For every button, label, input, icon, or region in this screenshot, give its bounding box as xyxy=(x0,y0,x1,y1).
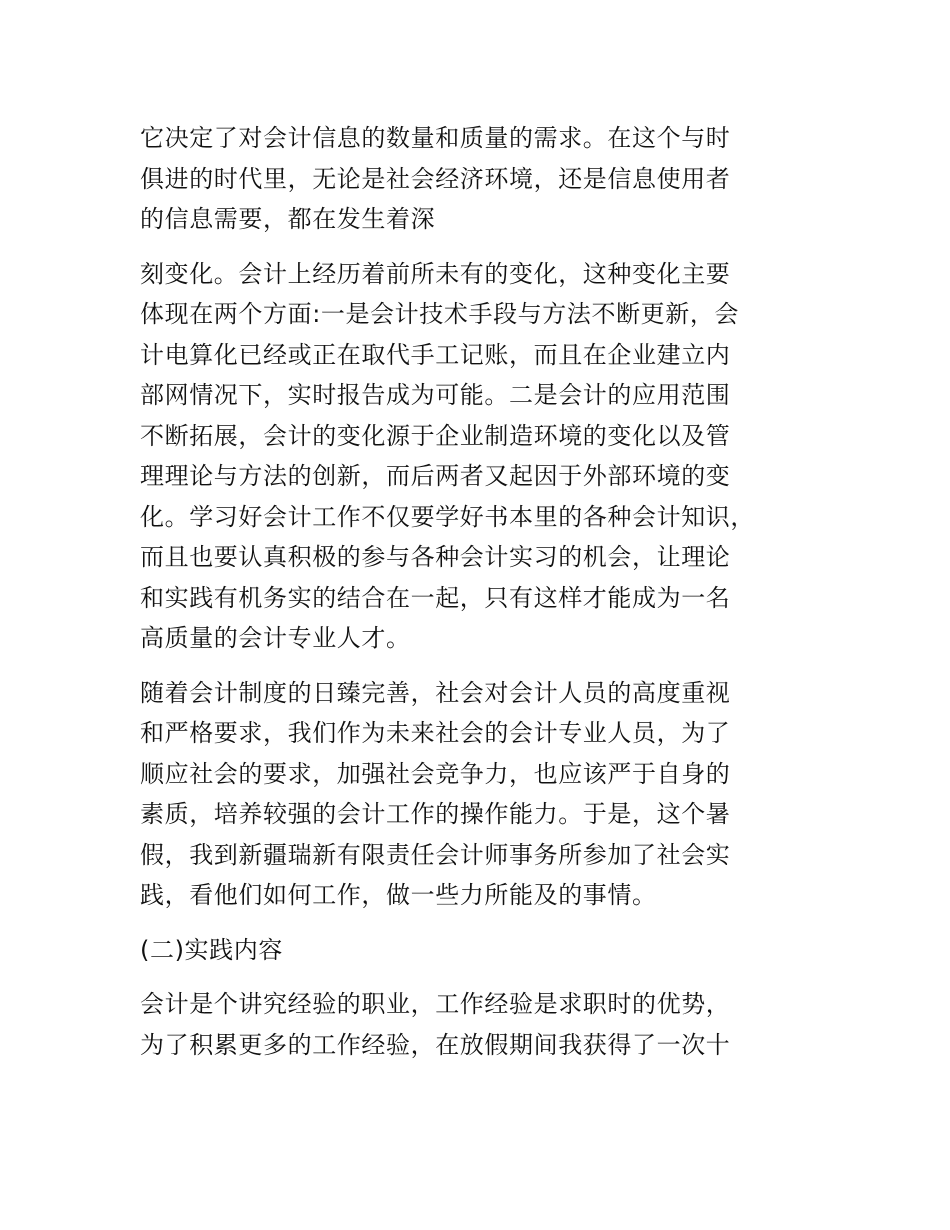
paragraph-2: 刻变化。会计上经历着前所未有的变化，这种变化主要 体现在两个方面:一是会计技术手段与方法不断更新，会 计电算化已经或正在取代手工记账，而且在企业建立内 部网情况下，实时报告成为可能。二是会计的应用范围 不断拓展，会计的变化源于企业制造环境的变化以及管 理理论与方法的创新，而后两者又起因于外部环境的变 化。学习好会计工作不仅要学好书本里的各种会计知识， 而且也要认真积极的参与各种会计实习的机会，让理论 和实践有机务实的结合在一起，只有这样才能成为一名 高质量的会计专业人才。 xyxy=(140,259,755,652)
section-heading: (二)实践内容 xyxy=(140,935,283,964)
paragraph-3: 随着会计制度的日臻完善，社会对会计人员的高度重视 和严格要求，我们作为未来社会的会计专业人员，为了 顺应社会的要求，加强社会竞争力，也应该严于自身的 素质，培养较强的会计工作的操作能力。于是，这个暑 假，我到新疆瑞新有限责任会计师事务所参加了社会实 践，看他们如何工作，做一些力所能及的事情。 xyxy=(140,678,731,909)
document-body xyxy=(140,118,820,1079)
paragraph-1: 它决定了对会计信息的数量和质量的需求。在这个与时 俱进的时代里，无论是社会经济环境，还是信息使用者 的信息需要，都在发生着深 xyxy=(140,124,731,233)
paragraph-4: 会计是个讲究经验的职业，工作经验是求职时的优势， 为了积累更多的工作经验，在放假期间我获得了一次十 xyxy=(140,990,731,1059)
